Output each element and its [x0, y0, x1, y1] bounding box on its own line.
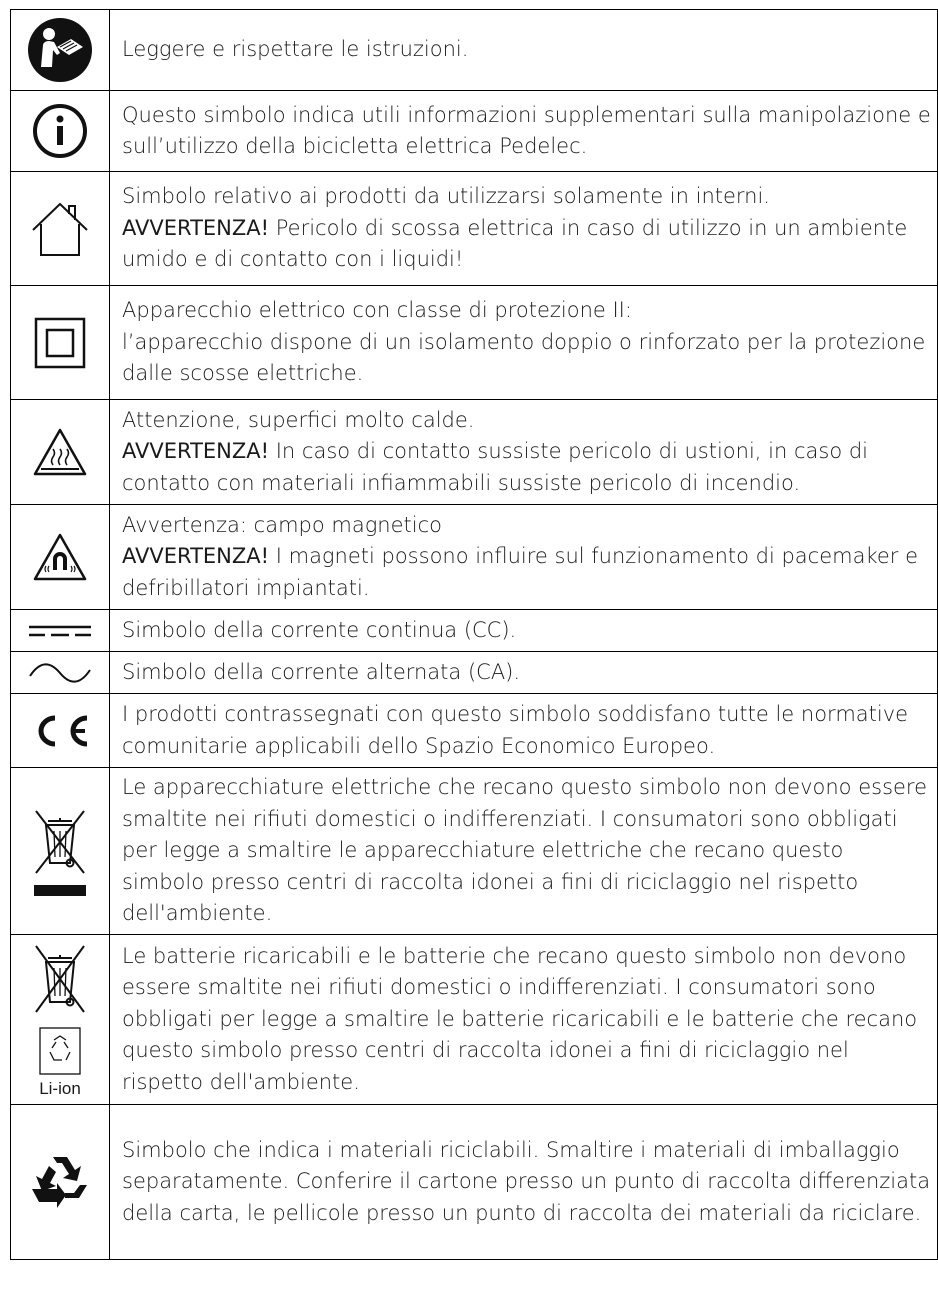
table-row: [11, 694, 938, 768]
warning-label: AVVERTENZA!: [122, 544, 270, 569]
description-text: Questo simbolo indica utili informazioni supplementari sulla manipolazione e sull’utilizzo della bicicletta elettrica Pedelec.: [122, 102, 931, 158]
magnetic-field-icon: [11, 532, 109, 582]
row-text: [110, 1105, 938, 1260]
icon-cell: [11, 1105, 110, 1260]
row-text: [110, 286, 938, 400]
description-text: Apparecchio elettrico con classe di protezione II:: [122, 298, 632, 323]
table-row: [11, 610, 938, 652]
row-text: [110, 10, 938, 91]
row-text: [110, 935, 938, 1105]
protection-class-2-icon: [11, 317, 109, 369]
icon-cell: [11, 505, 110, 610]
table-row: [11, 1105, 938, 1260]
icon-cell: [11, 610, 110, 652]
description-text: Le apparecchiature elettriche che recano questo simbolo non devono essere smaltite nei rifiuti domestici o indifferenziati. I consumatori sono obbligati per legge a smaltire le apparecchiature elettriche che recano questo simbolo presso centri di raccolta idonei a fini di riciclaggio nel rispetto dell'ambiente.: [122, 775, 928, 926]
li-ion-label: Li-ion: [39, 1078, 81, 1098]
table-row: [11, 172, 938, 286]
row-text: [110, 505, 938, 610]
table-row: [11, 91, 938, 172]
table-row: [11, 10, 938, 91]
row-text: [110, 768, 938, 935]
warning-label: AVVERTENZA!: [122, 215, 270, 240]
weee-bin-icon: [11, 801, 109, 901]
table-row: [11, 935, 938, 1105]
symbols-table: [10, 9, 938, 1260]
description-text: Simbolo della corrente continua (CC).: [122, 617, 517, 642]
ce-mark-icon: [11, 713, 109, 749]
icon-cell: [11, 768, 110, 935]
indoor-house-icon: [11, 200, 109, 258]
row-text: [110, 91, 938, 172]
warning-text: I magneti possono influire sul funzionamento di pacemaker e defribillatori impiantati.: [122, 544, 919, 600]
battery-disposal-icon: [11, 942, 109, 1102]
table-row: [11, 768, 938, 935]
description-text: Le batterie ricaricabili e le batterie che recano questo simbolo non devono essere smaltite nei rifiuti domestici o indifferenziati. I consumatori sono obbligati per legge a smaltire le batterie ricaricabili e le batterie che recano questo simbolo presso centri di raccolta idonei a fini di riciclaggio nel rispetto dell'ambiente.: [122, 943, 918, 1094]
icon-cell: [11, 694, 110, 768]
table-row: [11, 652, 938, 694]
description-text: Attenzione, superfici molto calde.: [122, 407, 475, 432]
icon-cell: [11, 935, 110, 1105]
description-text: Simbolo relativo ai prodotti da utilizzarsi solamente in interni.: [122, 184, 770, 209]
read-manual-icon: [11, 17, 109, 83]
row-text: [110, 172, 938, 286]
info-icon: [11, 103, 109, 159]
table-row: [11, 505, 938, 610]
icon-cell: [11, 172, 110, 286]
description-text: Leggere e rispettare le istruzioni.: [122, 37, 469, 62]
warning-text: In caso di contatto sussiste pericolo di ustioni, in caso di contatto con materiali infiammabili sussiste pericolo di incendio.: [122, 439, 869, 495]
hot-surface-icon: [11, 427, 109, 477]
warning-label: AVVERTENZA!: [122, 439, 270, 464]
description-text: Avvertenza: campo magnetico: [122, 512, 442, 537]
description-text: Simbolo della corrente alternata (CA).: [122, 659, 521, 684]
warning-text: Pericolo di scossa elettrica in caso di utilizzo in un ambiente umido e di contatto con i liquidi!: [122, 215, 908, 272]
icon-cell: [11, 10, 110, 91]
icon-cell: [11, 91, 110, 172]
icon-cell: [11, 286, 110, 400]
alternating-current-icon: [11, 663, 109, 683]
row-text: [110, 400, 938, 505]
direct-current-icon: [11, 624, 109, 638]
row-text: [110, 652, 938, 694]
row-text: [110, 694, 938, 768]
row-text: [110, 610, 938, 652]
icon-cell: [11, 400, 110, 505]
icon-cell: [11, 652, 110, 694]
table-row: [11, 400, 938, 505]
recycling-icon: [11, 1153, 109, 1211]
table-row: [11, 286, 938, 400]
description-text-2: l’apparecchio dispone di un isolamento doppio o rinforzato per la protezione dalle scosse elettriche.: [122, 329, 926, 386]
description-text: Simbolo che indica i materiali riciclabili. Smaltire i materiali di imballaggio separatamente. Conferire il cartone presso un punto di raccolta differenziata della carta, le pellicole presso un punto di raccolta dei materiali da riciclare.: [122, 1137, 931, 1225]
description-text: I prodotti contrassegnati con questo simbolo soddisfano tutte le normative comunitarie applicabili dello Spazio Economico Europeo.: [122, 702, 909, 758]
